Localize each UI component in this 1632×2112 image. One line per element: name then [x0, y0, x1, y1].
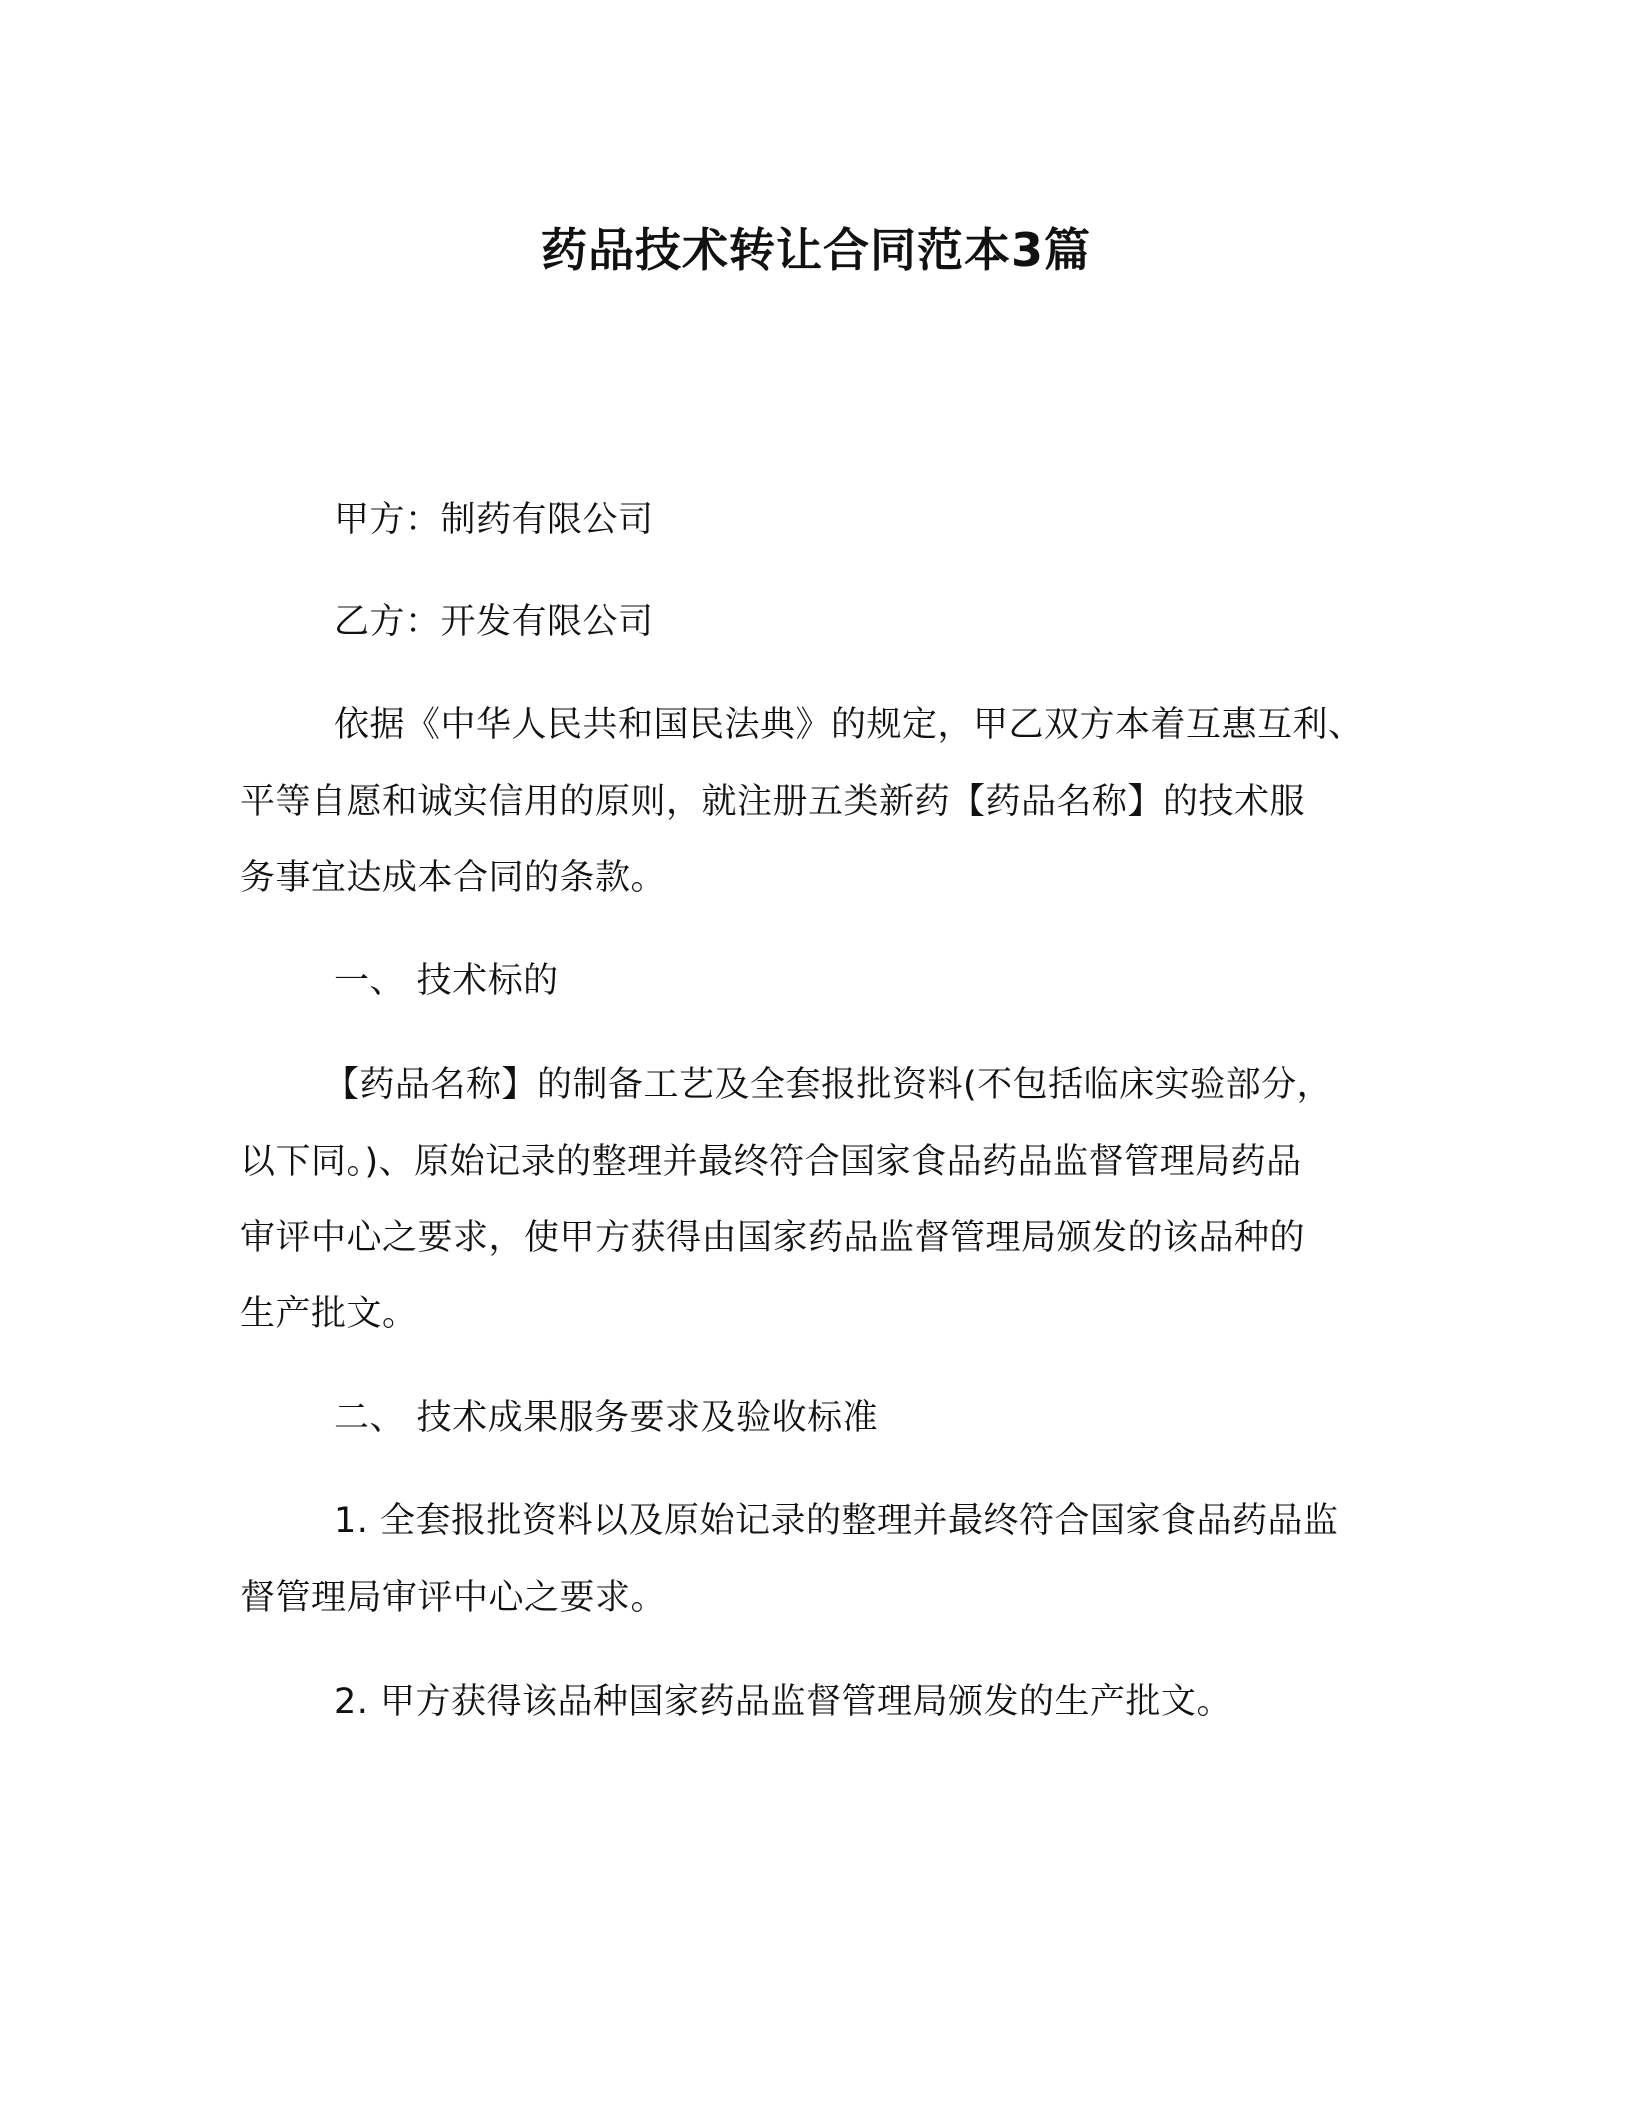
section-1-heading: 一、 技术标的 — [334, 961, 559, 1001]
section-2-heading: 二、 技术成果服务要求及验收标准 — [334, 1398, 879, 1438]
section-1-line-3: 审评中心之要求，使甲方获得由国家药品监督管理局颁发的该品种的 — [240, 1218, 1306, 1258]
party-a: 甲方：制药有限公司 — [334, 500, 654, 540]
section-1-line-1: 【药品名称】的制备工艺及全套报批资料(不包括临床实验部分， — [324, 1065, 1333, 1105]
party-b: 乙方：开发有限公司 — [334, 602, 654, 642]
preamble-line-1: 依据《中华人民共和国民法典》的规定，甲乙双方本着互惠互利、 — [334, 705, 1364, 745]
document-title: 药品技术转让合同范本3篇 — [540, 223, 1091, 277]
preamble-line-3: 务事宜达成本合同的条款。 — [240, 858, 667, 898]
item-1-line-1: 1. 全套报批资料以及原始记录的整理并最终符合国家食品药品监 — [334, 1501, 1339, 1541]
section-1-line-4: 生产批文。 — [240, 1294, 418, 1334]
item-2: 2. 甲方获得该品种国家药品监督管理局颁发的生产批文。 — [334, 1682, 1233, 1722]
preamble-line-2: 平等自愿和诚实信用的原则，就注册五类新药【药品名称】的技术服 — [240, 782, 1306, 822]
section-1-line-2: 以下同。)、原始记录的整理并最终符合国家食品药品监督管理局药品 — [240, 1142, 1302, 1182]
item-1-line-2: 督管理局审评中心之要求。 — [240, 1578, 667, 1618]
